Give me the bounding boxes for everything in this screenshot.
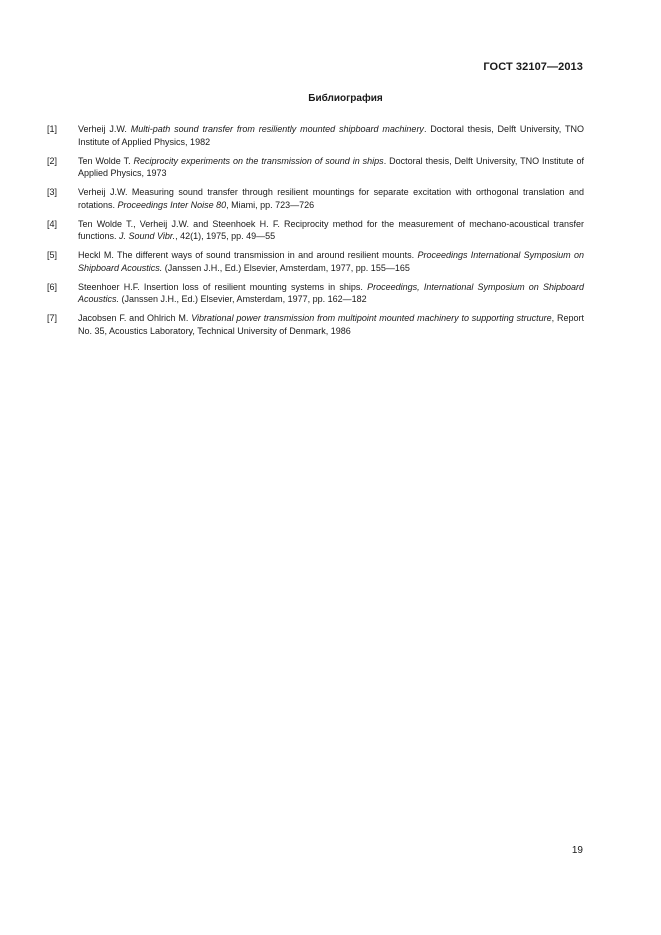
reference-text — [78, 123, 584, 148]
reference-text-segment: Ten Wolde T. — [78, 155, 134, 166]
reference-text-segment: Heckl M. The different ways of sound transmission in and around resilient mounts. — [78, 250, 418, 260]
reference-title-italic: Proceedings, International Symposium on Shipboard Acoustics. — [78, 281, 585, 304]
reference-text-segment: Jacobsen F. and Ohlrich M. — [78, 313, 192, 323]
reference-number: [1] — [47, 124, 58, 134]
reference-item — [47, 155, 584, 180]
bibliography-title: Библиография — [308, 93, 383, 104]
reference-item — [47, 186, 584, 211]
reference-title-italic: Reciprocity experiments on the transmission of sound in ships — [133, 155, 384, 166]
reference-item — [47, 249, 584, 274]
reference-text — [78, 312, 584, 337]
reference-item — [47, 218, 584, 243]
reference-text-segment: . Doctoral thesis, Delft University, TNO Institute of Applied Physics, 1982 — [78, 124, 584, 147]
reference-text-segment: (Janssen J.H., Ed.) Elsevier, Amsterdam, 1977, pp. 155—165 — [162, 262, 410, 273]
reference-text-segment: (Janssen J.H., Ed.) Elsevier, Amsterdam, 1977, pp. 162—182 — [119, 294, 367, 304]
reference-text — [78, 249, 584, 274]
reference-item — [47, 281, 584, 306]
standard-code: ГОСТ 32107—2013 — [483, 61, 583, 73]
reference-title-italic: Proceedings Inter Noise 80 — [117, 199, 227, 210]
reference-text — [78, 281, 584, 306]
reference-text-segment: , Miami, pp. 723—726 — [226, 199, 315, 210]
reference-text-segment: Verheij J.W. — [78, 124, 131, 134]
reference-item — [47, 312, 584, 337]
reference-text-segment: , Report No. 35, Acoustics Laboratory, Technical University of Denmark, 1986 — [78, 313, 584, 336]
reference-text — [78, 155, 584, 180]
page-number: 19 — [571, 845, 583, 856]
reference-text — [78, 218, 584, 243]
reference-text-segment: . Doctoral thesis, Delft University, TNO Institute of Applied Physics, 1973 — [78, 155, 585, 178]
reference-text-segment: , 42(1), 1975, pp. 49—55 — [175, 231, 276, 241]
reference-number: [6] — [47, 281, 58, 292]
reference-title-italic: Proceedings International Symposium on Shipboard Acoustics. — [78, 250, 584, 273]
reference-text-segment: Ten Wolde T., Verheij J.W. and Steenhoek H. F. Reciprocity method for the measurement of mechano-acoustical transfer functions. — [78, 218, 584, 241]
reference-number: [7] — [47, 313, 58, 323]
reference-text-segment: Verheij J.W. Measuring sound transfer through resilient mountings for separate excitation with orthogonal translation and rotations. — [78, 187, 584, 210]
reference-number: [2] — [47, 155, 58, 166]
reference-text — [78, 186, 584, 211]
reference-title-italic: Multi-path sound transfer from resiliently mounted shipboard machinery — [130, 124, 424, 134]
reference-item — [47, 123, 584, 148]
reference-title-italic: Vibrational power transmission from multipoint mounted machinery to supporting structure — [191, 313, 552, 323]
reference-title-italic: J. Sound Vibr. — [119, 231, 176, 241]
reference-list — [47, 123, 584, 344]
reference-number: [4] — [47, 218, 58, 229]
reference-number: [3] — [47, 187, 58, 197]
reference-text-segment: Steenhoer H.F. Insertion loss of resilient mounting systems in ships. — [78, 281, 368, 292]
reference-number: [5] — [47, 250, 58, 260]
